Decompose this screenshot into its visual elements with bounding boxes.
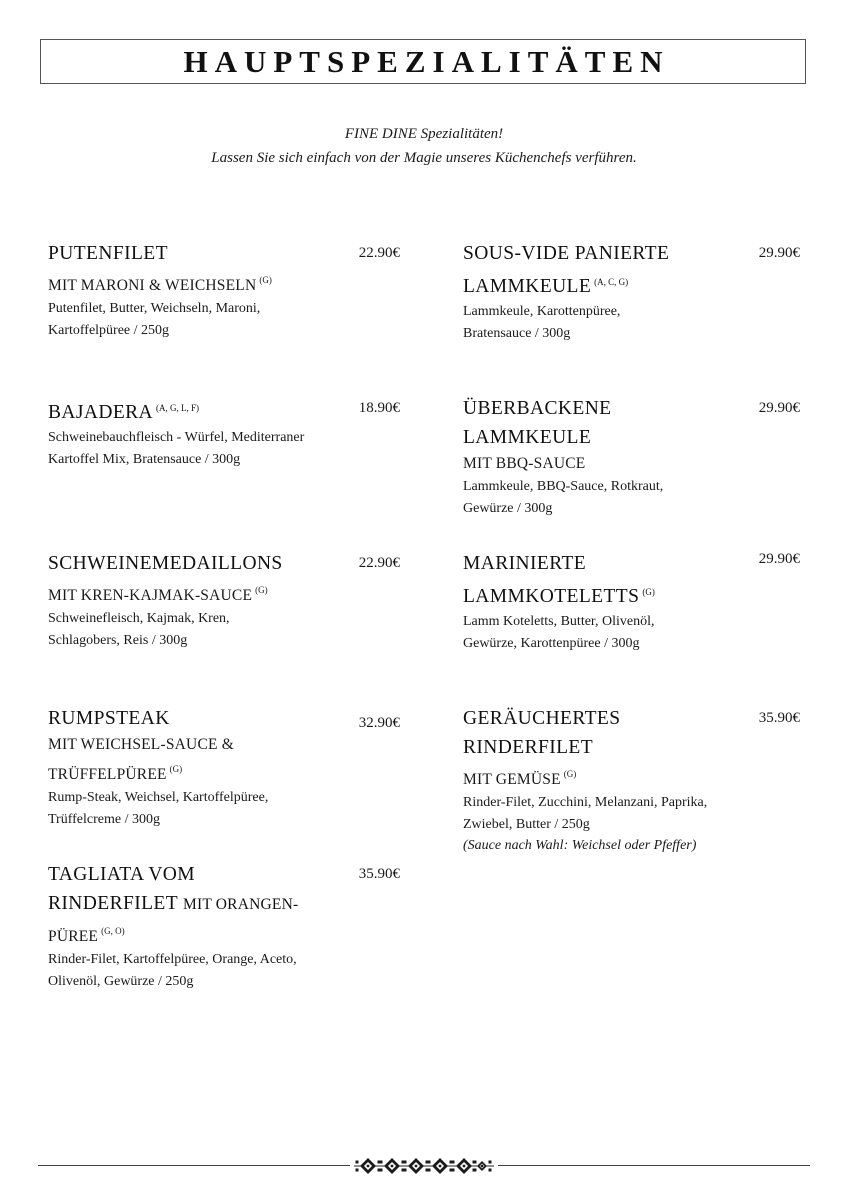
menu-item-price: 32.90€ [358, 715, 400, 731]
description-line: Schweinefleisch, Kajmak, Kren, [48, 611, 230, 626]
page-title: HAUPTSPEZIALITÄTEN [183, 43, 670, 79]
menu-item-subtitle-text: MIT MARONI & WEICHSELN [48, 277, 257, 294]
menu-item-name: LAMMKEULE [463, 427, 592, 448]
description-line: Kartoffelpüree / 250g [48, 322, 170, 338]
footer-divider-right [498, 1165, 810, 1166]
menu-item-description [48, 949, 348, 992]
menu-item-name: RUMPSTEAK [48, 708, 170, 729]
page-title-box [40, 39, 806, 84]
description-line: Rump-Steak, Weichsel, Kartoffelpüree, [48, 790, 269, 805]
menu-item-name [463, 578, 743, 611]
menu-item-name [48, 889, 348, 919]
menu-item-subtitle-inline: MIT ORANGEN- [182, 896, 299, 913]
menu-item-name: ÜBERBACKENE [463, 398, 612, 419]
description-line: Schlagobers, Reis / 300g [48, 632, 188, 648]
menu-item-subtitle [48, 919, 348, 949]
menu-item-description [48, 427, 368, 470]
menu-item-name: GERÄUCHERTES [463, 708, 621, 729]
menu-item-subtitle: MIT WEICHSEL-SAUCE & [48, 736, 234, 753]
menu-item-subtitle-text: PÜREE [48, 928, 99, 945]
menu-item-subtitle [48, 268, 348, 298]
menu-item-bajadera [48, 394, 368, 470]
menu-item-subtitle [48, 578, 348, 608]
menu-item-subtitle: MIT BBQ-SAUCE [463, 455, 586, 472]
description-line: Lammkeule, BBQ-Sauce, Rotkraut, [463, 479, 664, 494]
menu-item-name: RINDERFILET [463, 737, 594, 758]
description-line: Zwiebel, Butter / 250g [463, 816, 590, 832]
menu-item-name [463, 268, 743, 301]
menu-item-price: 22.90€ [358, 555, 400, 571]
menu-item-name-text: BAJADERA [48, 402, 154, 423]
allergen-codes: (G) [563, 769, 577, 779]
description-line: Schweinebauchfleisch - Würfel, Mediterraner [48, 430, 305, 445]
menu-item-price: 22.90€ [358, 245, 400, 261]
menu-item-subtitle [48, 757, 348, 787]
menu-item-name: SOUS-VIDE PANIERTE [463, 243, 670, 264]
description-line: Bratensauce / 300g [463, 325, 571, 341]
menu-item-rinderfilet-geraeuchert [463, 704, 763, 857]
menu-item-subtitle-text: TRÜFFELPÜREE [48, 766, 167, 783]
description-line: Putenfilet, Butter, Weichseln, Maroni, [48, 301, 261, 316]
menu-item-description [48, 298, 348, 341]
menu-item-name [48, 394, 368, 427]
allergen-codes: (G, O) [101, 926, 125, 936]
menu-item-subtitle-text: MIT GEMÜSE [463, 771, 561, 788]
menu-item-price: 18.90€ [358, 400, 400, 416]
intro-text [0, 122, 848, 170]
description-line: Lammkeule, Karottenpüree, [463, 304, 621, 319]
description-line: Lamm Koteletts, Butter, Olivenöl, [463, 614, 655, 629]
intro-line-2: Lassen Sie sich einfach von der Magie unseres Küchenchefs verführen. [211, 150, 637, 166]
description-line: Rinder-Filet, Zucchini, Melanzani, Paprika, [463, 795, 708, 810]
menu-item-lammkeule-paniert [463, 239, 743, 344]
allergen-codes: (A, C, G) [594, 277, 629, 287]
menu-item-description [463, 792, 763, 857]
menu-item-price: 29.90€ [758, 245, 800, 261]
description-line: Gewürze, Karottenpüree / 300g [463, 635, 640, 651]
description-line: Kartoffel Mix, Bratensauce / 300g [48, 451, 241, 467]
menu-item-description [48, 787, 348, 830]
menu-item-price: 35.90€ [758, 710, 800, 726]
menu-item-price: 35.90€ [358, 866, 400, 882]
menu-item-name-text: LAMMKOTELETTS [463, 586, 640, 607]
description-line: Olivenöl, Gewürze / 250g [48, 973, 194, 989]
description-line: Trüffelcreme / 300g [48, 811, 160, 827]
menu-item-description [48, 608, 348, 651]
menu-item-lammkeule-ueberbacken [463, 394, 743, 519]
menu-item-name: TAGLIATA VOM [48, 864, 196, 885]
menu-item-tagliata [48, 860, 348, 992]
menu-item-name: PUTENFILET [48, 243, 168, 264]
allergen-codes: (G) [255, 585, 268, 595]
menu-item-price: 29.90€ [758, 551, 800, 567]
description-line: Rinder-Filet, Kartoffelpüree, Orange, Aceto, [48, 952, 297, 967]
menu-item-description [463, 476, 743, 519]
menu-item-description [463, 611, 743, 654]
menu-item-price: 29.90€ [758, 400, 800, 416]
menu-item-lammkoteletts [463, 549, 743, 654]
menu-item-name-text: RINDERFILET [48, 893, 178, 914]
menu-item-description [463, 301, 743, 344]
menu-item-schweinemedaillons [48, 549, 348, 651]
description-line: Gewürze / 300g [463, 500, 553, 516]
menu-item-subtitle-text: MIT KREN-KAJMAK-SAUCE [48, 587, 253, 604]
allergen-codes: (G) [259, 275, 272, 285]
menu-item-name-text: LAMMKEULE [463, 276, 592, 297]
menu-item-subtitle [463, 762, 763, 792]
folk-ornament-icon [354, 1155, 494, 1177]
menu-item-name: MARINIERTE [463, 553, 587, 574]
footer-divider-left [38, 1165, 350, 1166]
menu-item-putenfilet [48, 239, 348, 341]
allergen-codes: (G) [642, 587, 655, 597]
allergen-codes: (G) [169, 764, 183, 774]
sauce-note: (Sauce nach Wahl: Weichsel oder Pfeffer) [463, 838, 697, 853]
allergen-codes: (A, G, L, F) [156, 403, 200, 413]
intro-line-1: FINE DINE Spezialitäten! [344, 126, 504, 142]
menu-item-rumpsteak [48, 704, 348, 830]
menu-item-name: SCHWEINEMEDAILLONS [48, 553, 283, 574]
